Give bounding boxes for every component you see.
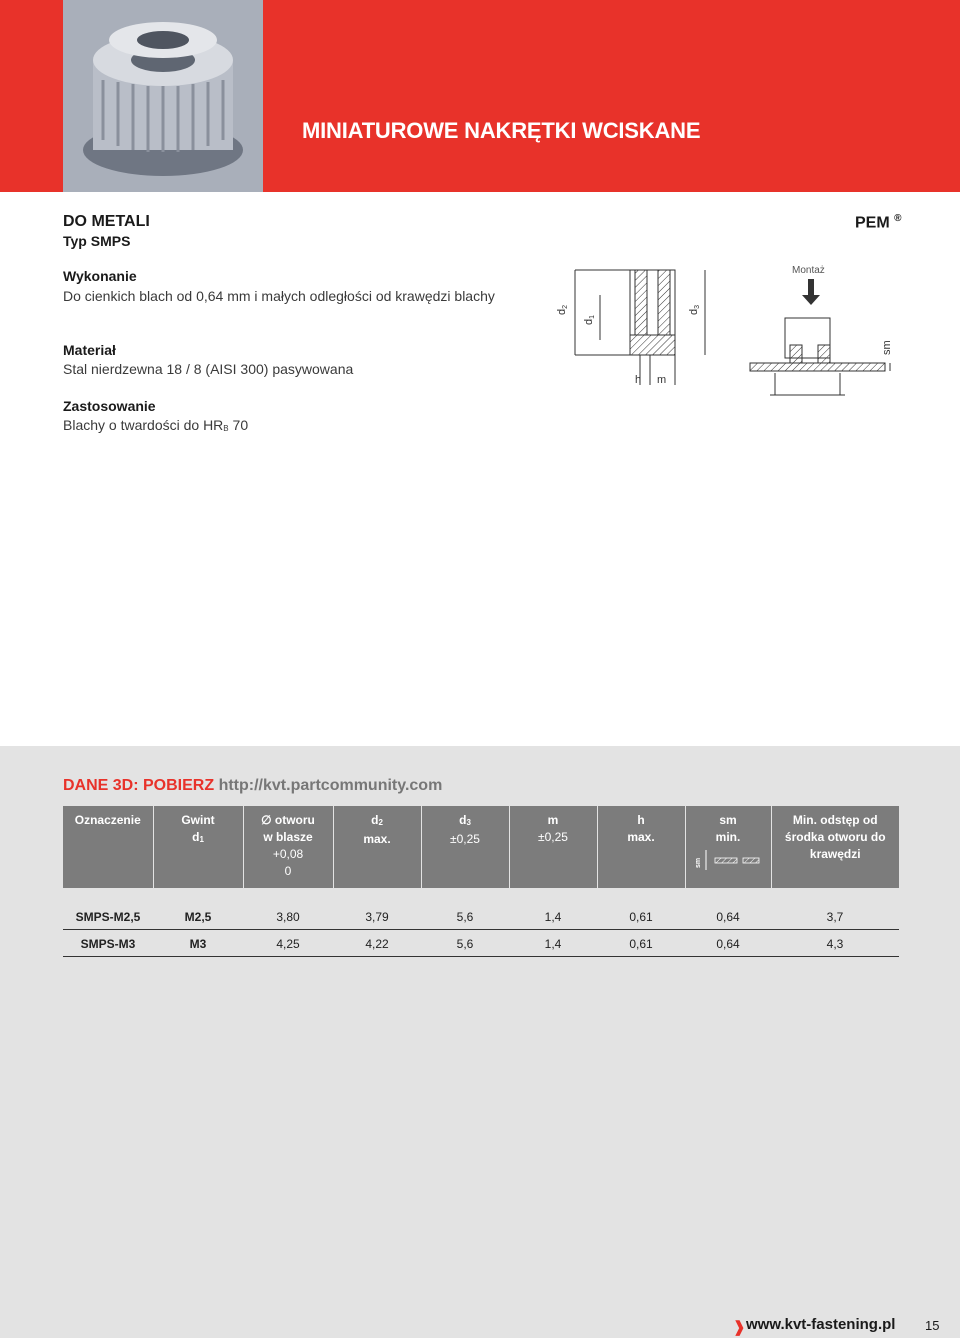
cell-sm: 0,64 xyxy=(685,929,771,956)
label-h: h xyxy=(635,374,642,386)
zastosowanie-text: Blachy o twardości do $HR_B$ 70 xyxy=(63,417,249,433)
footer-website-link[interactable]: www.kvt-fastening.pl xyxy=(746,1316,896,1333)
cell-otwor: 3,80 xyxy=(243,902,333,929)
material-heading: Materiał xyxy=(63,342,116,358)
cell-oznaczenie: SMPS-M3 xyxy=(63,929,153,956)
col-m: m ±0,25 xyxy=(509,806,597,888)
label-d2: d2 xyxy=(556,304,569,315)
table-row xyxy=(63,902,899,929)
product-category: DO METALI xyxy=(63,213,150,230)
press-arrow xyxy=(802,279,820,305)
col-d2: $d_2$ max. xyxy=(333,806,421,888)
download-link[interactable]: http://kvt.partcommunity.com xyxy=(218,777,443,794)
table-row xyxy=(63,929,899,956)
col-d3: $d_3$ ±0,25 xyxy=(421,806,509,888)
cell-m: 1,4 xyxy=(509,929,597,956)
technical-diagram xyxy=(540,255,900,410)
cell-m: 1,4 xyxy=(509,902,597,929)
cell-sm: 0,64 xyxy=(685,902,771,929)
cell-odstep: 3,7 xyxy=(771,902,899,929)
page-number: 15 xyxy=(925,1318,940,1333)
brand-label: PEM ® xyxy=(855,213,902,232)
footer-arrow-icon: ❱ xyxy=(733,1319,746,1336)
wykonanie-heading: Wykonanie xyxy=(63,268,137,284)
label-d3: d3 xyxy=(688,304,701,315)
download-label: DANE 3D: POBIERZ xyxy=(63,777,215,794)
col-oznaczenie: Oznaczenie xyxy=(63,806,153,888)
download-line xyxy=(63,777,442,795)
col-h: h max. xyxy=(597,806,685,888)
product-photo xyxy=(63,0,263,192)
cell-gwint: M3 xyxy=(153,929,243,956)
label-d1: d1 xyxy=(583,314,596,325)
col-otwor: ∅ otworu w blasze +0,08 0 xyxy=(243,806,333,888)
cell-d3: 5,6 xyxy=(421,902,509,929)
zastosowanie-heading: Zastosowanie xyxy=(63,398,156,414)
sm-icon xyxy=(693,846,763,872)
col-gwint: Gwint $d_1$ xyxy=(153,806,243,888)
cell-d3: 5,6 xyxy=(421,929,509,956)
col-odstep: Min. odstęp od środka otworu do krawędzi xyxy=(771,806,899,888)
cell-odstep: 4,3 xyxy=(771,929,899,956)
label-m: m xyxy=(657,374,667,386)
cell-d2: 4,22 xyxy=(333,929,421,956)
page-title: MINIATUROWE NAKRĘTKI WCISKANE xyxy=(302,118,701,143)
cell-oznaczenie: SMPS-M2,5 xyxy=(63,902,153,929)
cell-gwint: M2,5 xyxy=(153,902,243,929)
cell-h: 0,61 xyxy=(597,929,685,956)
col-sm: sm min. sm xyxy=(685,806,771,888)
wykonanie-text: Do cienkich blach od 0,64 mm i małych odległości od krawędzi blachy xyxy=(63,288,495,304)
label-montaz: Montaż xyxy=(792,265,825,276)
table-header-row xyxy=(63,806,899,888)
header-band xyxy=(0,0,960,192)
svg-text:sm: sm xyxy=(695,857,702,868)
cell-d2: 3,79 xyxy=(333,902,421,929)
cell-h: 0,61 xyxy=(597,902,685,929)
label-sm: sm xyxy=(881,340,893,355)
material-text: Stal nierdzewna 18 / 8 (AISI 300) pasywowana xyxy=(63,361,354,377)
product-type: Typ SMPS xyxy=(63,233,131,249)
spec-table xyxy=(63,806,899,957)
cell-otwor: 4,25 xyxy=(243,929,333,956)
